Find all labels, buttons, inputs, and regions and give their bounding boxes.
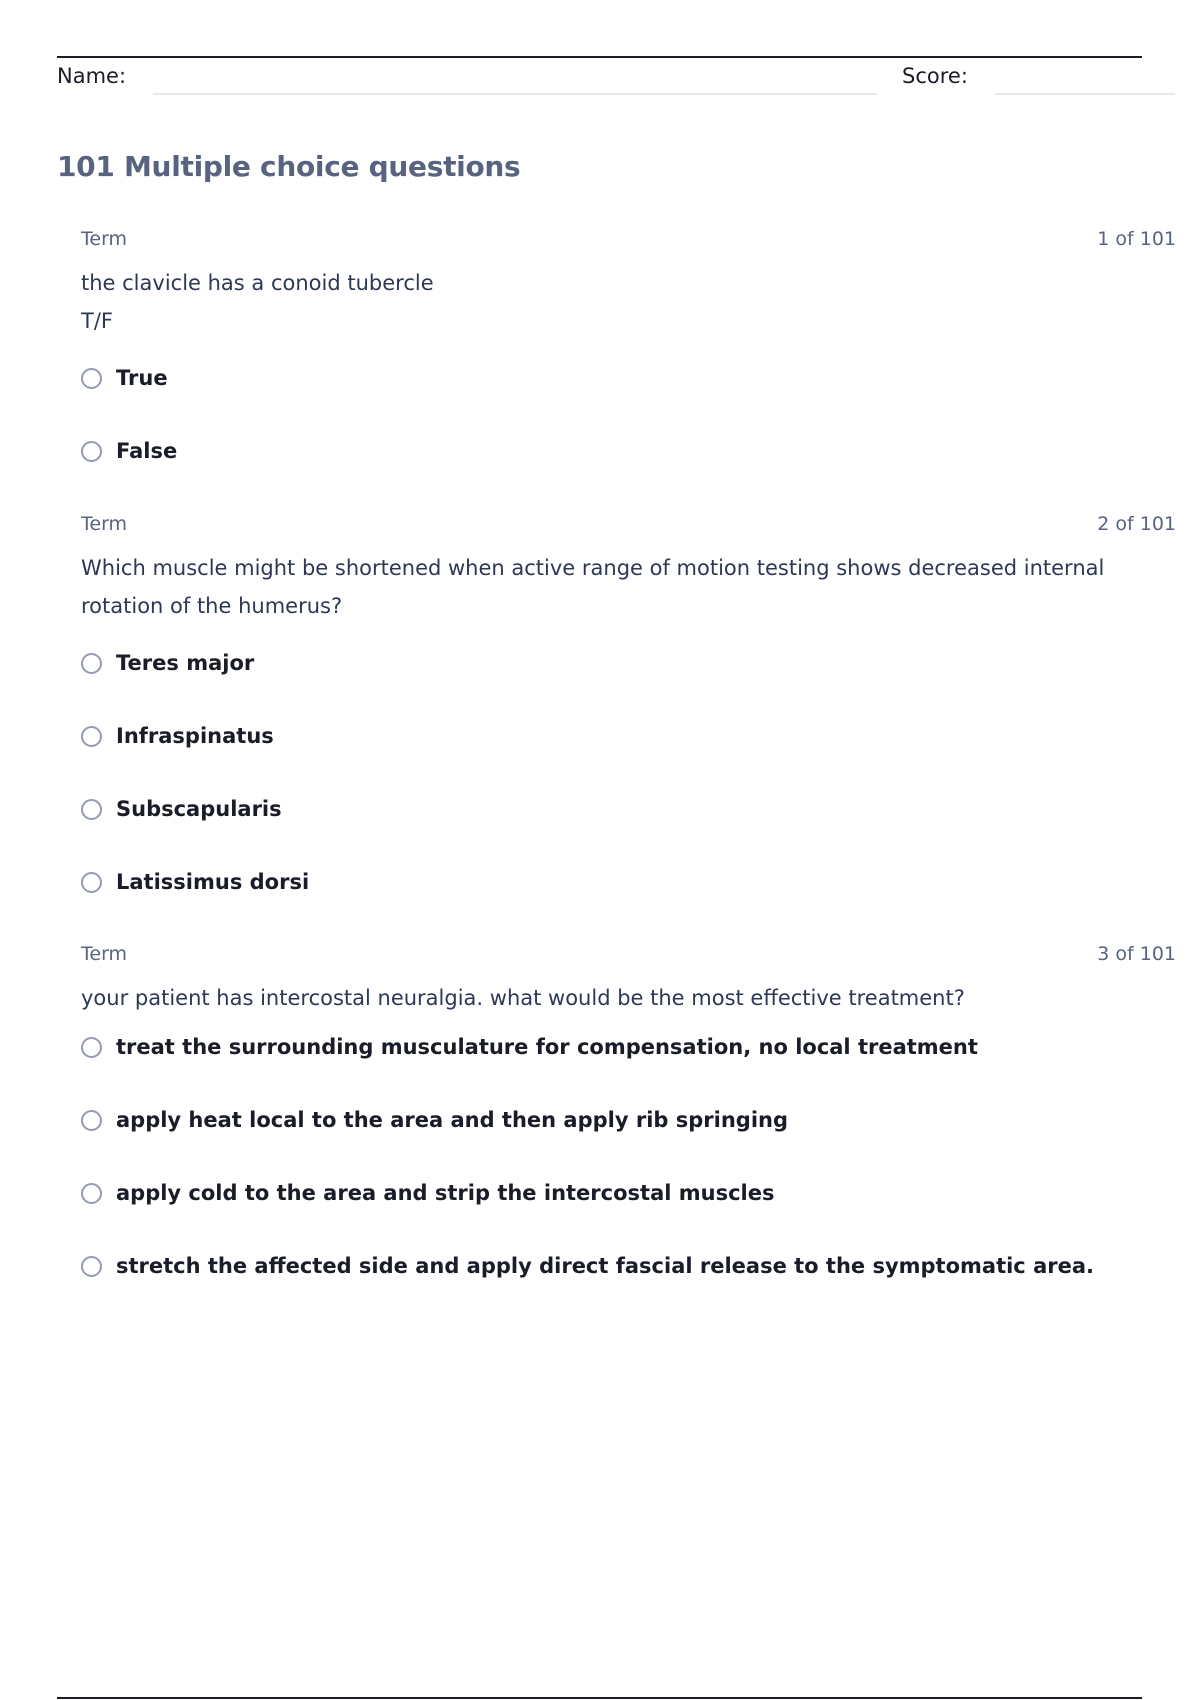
answer-option[interactable] bbox=[81, 716, 1176, 756]
radio-button[interactable] bbox=[81, 441, 102, 462]
answer-label: True bbox=[116, 366, 168, 390]
radio-button[interactable] bbox=[81, 1110, 102, 1131]
answer-option[interactable] bbox=[81, 1027, 1176, 1067]
score-field[interactable] bbox=[995, 93, 1175, 95]
answer-options bbox=[81, 358, 1176, 471]
answer-option[interactable] bbox=[81, 431, 1176, 471]
answer-label: Latissimus dorsi bbox=[116, 870, 310, 894]
answer-label: apply heat local to the area and then apply rib springing bbox=[116, 1108, 789, 1132]
top-divider bbox=[57, 56, 1142, 58]
term-label: Term bbox=[81, 943, 128, 965]
question-text: the clavicle has a conoid tubercle T/F bbox=[81, 271, 434, 333]
question-counter: 1 of 101 bbox=[1097, 228, 1176, 250]
answer-label: apply cold to the area and strip the intercostal muscles bbox=[116, 1181, 775, 1205]
question-1 bbox=[81, 228, 1176, 504]
radio-button[interactable] bbox=[81, 799, 102, 820]
radio-button[interactable] bbox=[81, 1256, 102, 1277]
question-header bbox=[81, 228, 1176, 254]
radio-button[interactable] bbox=[81, 1037, 102, 1058]
answer-label: Infraspinatus bbox=[116, 724, 274, 748]
question-2 bbox=[81, 513, 1176, 935]
name-field[interactable] bbox=[153, 93, 877, 95]
radio-button[interactable] bbox=[81, 726, 102, 747]
answer-label: False bbox=[116, 439, 178, 463]
term-label: Term bbox=[81, 513, 128, 535]
score-label: Score: bbox=[902, 64, 968, 88]
question-header bbox=[81, 513, 1176, 539]
answer-option[interactable] bbox=[81, 358, 1176, 398]
answer-label: Teres major bbox=[116, 651, 255, 675]
name-label: Name: bbox=[57, 64, 127, 88]
answer-option[interactable] bbox=[81, 862, 1176, 902]
answer-option[interactable] bbox=[81, 643, 1176, 683]
answer-label: Subscapularis bbox=[116, 797, 282, 821]
answer-options bbox=[81, 1027, 1176, 1286]
answer-option[interactable] bbox=[81, 789, 1176, 829]
question-counter: 2 of 101 bbox=[1097, 513, 1176, 535]
question-counter: 3 of 101 bbox=[1097, 943, 1176, 965]
term-label: Term bbox=[81, 228, 128, 250]
question-text: Which muscle might be shortened when active range of motion testing shows decreased internal rotation of the humerus? bbox=[81, 556, 1105, 618]
answer-label: stretch the affected side and apply direct fascial release to the symptomatic area. bbox=[116, 1254, 1094, 1278]
question-3 bbox=[81, 943, 1176, 1319]
radio-button[interactable] bbox=[81, 368, 102, 389]
radio-button[interactable] bbox=[81, 872, 102, 893]
answer-option[interactable] bbox=[81, 1100, 1176, 1140]
name-score-row bbox=[57, 62, 1177, 98]
question-text: your patient has intercostal neuralgia. what would be the most effective treatment? bbox=[81, 986, 965, 1010]
answer-option[interactable] bbox=[81, 1246, 1176, 1286]
answer-options bbox=[81, 643, 1176, 902]
question-header bbox=[81, 943, 1176, 969]
section-title: 101 Multiple choice questions bbox=[57, 150, 521, 183]
bottom-divider bbox=[57, 1697, 1142, 1699]
answer-option[interactable] bbox=[81, 1173, 1176, 1213]
radio-button[interactable] bbox=[81, 1183, 102, 1204]
answer-label: treat the surrounding musculature for compensation, no local treatment bbox=[116, 1035, 978, 1059]
radio-button[interactable] bbox=[81, 653, 102, 674]
